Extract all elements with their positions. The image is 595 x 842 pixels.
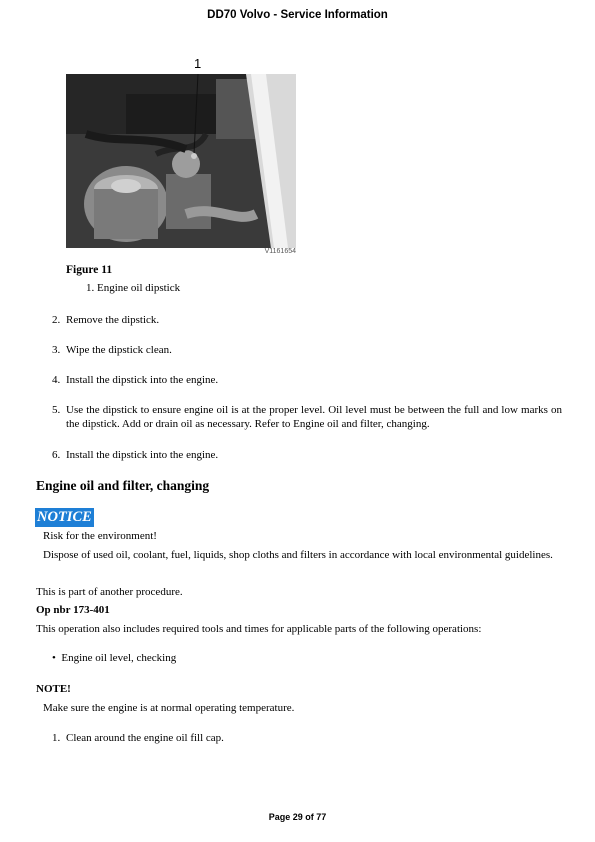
- step-text: Remove the dipstick.: [66, 314, 160, 326]
- step-text: Install the dipstick into the engine.: [66, 449, 219, 461]
- list-item: [52, 403, 562, 431]
- list-item: [52, 448, 562, 462]
- step-text: Use the dipstick to ensure engine oil is at the proper level. Oil level must be between the full and low marks on the dipstick. Add or drain oil as necessary. Refer to Engine oil and filter, changing.: [66, 404, 562, 430]
- step-number: 3.: [52, 344, 61, 356]
- step-number: 5.: [52, 404, 61, 416]
- step-number: 4.: [52, 374, 61, 386]
- figure-caption: Figure 11: [66, 264, 113, 276]
- engine-photo: [66, 74, 296, 248]
- step-number: 1.: [52, 732, 61, 744]
- step-text: Wipe the dipstick clean.: [66, 344, 172, 356]
- figure-legend-item: 1. Engine oil dipstick: [86, 282, 181, 294]
- op-number: Op nbr 173-401: [36, 604, 110, 616]
- notice-badge: NOTICE: [37, 509, 92, 525]
- list-item: [52, 373, 562, 387]
- step-text: Clean around the engine oil fill cap.: [66, 732, 224, 744]
- page-header: DD70 Volvo - Service Information: [207, 9, 388, 21]
- list-item: [52, 731, 562, 745]
- notice-text: Risk for the environment!: [43, 530, 157, 542]
- step-number: 2.: [52, 314, 61, 326]
- bullet-text: Engine oil level, checking: [61, 652, 177, 664]
- engine-figure: [66, 56, 296, 260]
- bullet-marker: •: [52, 652, 62, 664]
- step-text: Install the dipstick into the engine.: [66, 374, 219, 386]
- section-title: Engine oil and filter, changing: [36, 478, 210, 493]
- note-text: Make sure the engine is at normal operating temperature.: [43, 702, 295, 714]
- includes-text: This operation also includes required tools and times for applicable parts of the following operations:: [36, 623, 482, 635]
- list-item: [52, 313, 562, 327]
- list-item: [52, 343, 562, 357]
- list-item: [52, 652, 176, 664]
- callout-number: 1: [194, 56, 202, 71]
- note-label: NOTE!: [36, 683, 71, 695]
- part-of-text: This is part of another procedure.: [36, 586, 183, 598]
- image-code: V1161654: [264, 248, 296, 255]
- step-number: 6.: [52, 449, 61, 461]
- notice-text: Dispose of used oil, coolant, fuel, liquids, shop cloths and filters in accordance with local environmental guidelines.: [43, 549, 553, 561]
- page-footer: Page 29 of 77: [268, 812, 327, 822]
